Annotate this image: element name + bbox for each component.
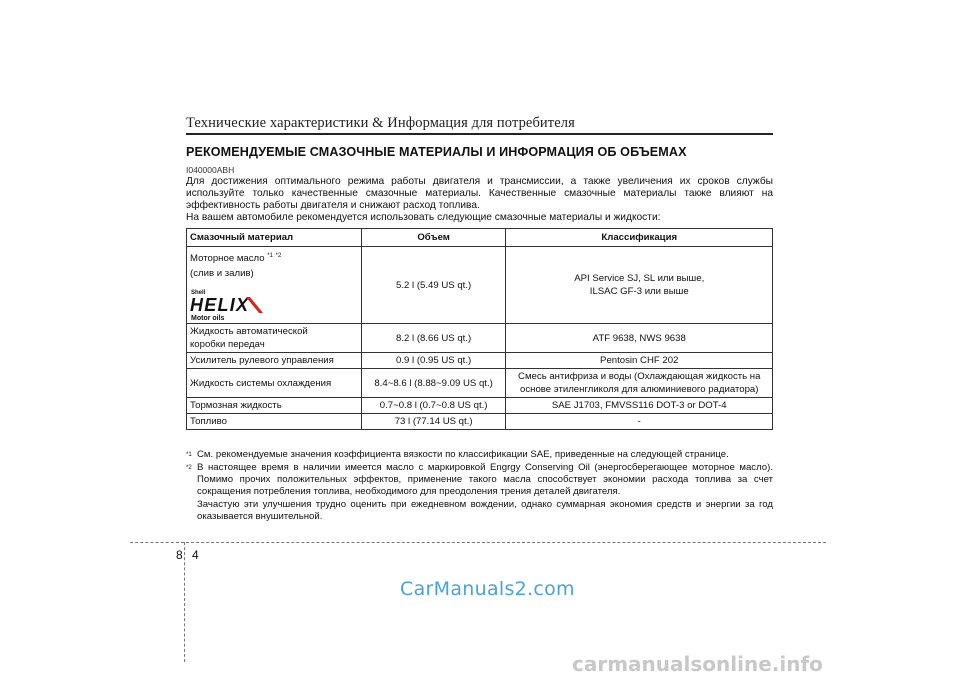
shell-helix-logo — [190, 286, 270, 322]
table-row-fuel — [187, 414, 773, 430]
atf-material-line-2: коробки передач — [190, 339, 265, 351]
power-steering-volume: 0.9 l (0.95 US qt.) — [361, 353, 506, 369]
footnote-2 — [186, 462, 773, 498]
brake-fluid-volume: 0.7~0.8 l (0.7~0.8 US qt.) — [361, 398, 506, 414]
brake-fluid-classification: SAE J1703, FMVSS116 DOT-3 or DOT-4 — [506, 398, 773, 414]
atf-material — [187, 324, 362, 353]
engine-oil-classification — [506, 247, 773, 324]
fuel-classification: - — [506, 414, 773, 430]
intro-text — [186, 176, 773, 224]
engine-oil-class-line-2: ILSAC GF-3 или выше — [589, 286, 689, 298]
atf-classification: ATF 9638, NWS 9638 — [506, 324, 773, 353]
atf-material-line-1: Жидкость автоматической — [190, 326, 308, 338]
table-row-coolant — [187, 369, 773, 398]
coolant-class-line-1: Смесь антифриза и воды (Охлаждающая жидкость на — [518, 371, 761, 383]
helix-x-accent-icon — [246, 297, 263, 313]
header-rule — [186, 133, 773, 135]
table-row-brake-fluid — [187, 398, 773, 414]
footnote-ref-1: *1 — [267, 253, 273, 259]
coolant-volume: 8.4~8.6 l (8.88~9.09 US qt.) — [361, 369, 506, 398]
shell-logo-brand: Shell — [191, 290, 206, 297]
lubricants-table — [186, 228, 773, 430]
power-steering-material: Усилитель рулевого управления — [187, 353, 362, 369]
table-row-atf — [187, 324, 773, 353]
brake-fluid-material: Тормозная жидкость — [187, 398, 362, 414]
watermark-carmanualsonline: carmanualsonline.info — [572, 652, 823, 676]
page-divider — [186, 542, 826, 543]
engine-oil-class-line-1: API Service SJ, SL или выше, — [574, 273, 705, 285]
coolant-class-line-2: основе этиленгликоля для алюминиевого радиатора) — [520, 384, 759, 396]
footnote-1 — [186, 449, 773, 461]
coolant-material: Жидкость системы охлаждения — [187, 369, 362, 398]
engine-oil-volume: 5.2 l (5.49 US qt.) — [361, 247, 506, 324]
footnote-1-mark: *1 — [186, 452, 192, 458]
atf-volume: 8.2 l (8.66 US qt.) — [361, 324, 506, 353]
page-header-title: Технические характеристики & Информация для потребителя — [186, 115, 575, 131]
page-divider-left — [130, 542, 184, 543]
footnote-2-text: В настоящее время в наличии имеется масло с маркировкой Engrgy Conserving Oil (энергосберегающее моторное масло). Помимо прочих положительных эффектов, применение такого масла способствует экономии расхода топлива за счет сокращения потребления топлива, необходимого для преодоления трения деталей двигателя. — [197, 462, 773, 497]
engine-oil-sub: (слив и залив) — [190, 268, 254, 280]
power-steering-classification: Pentosin CHF 202 — [506, 353, 773, 369]
page-number: 8 4 — [176, 548, 202, 562]
engine-oil-label: Моторное масло — [190, 253, 265, 265]
intro-paragraph-1: Для достижения оптимального режима работы двигателя и трансмиссии, а также увеличения их сроков службы используйте только качественные смазочные материалы. Качественные смазочные материалы также влияют на эффективность работы двигателя и снижают расход топлива. — [186, 176, 773, 211]
footnote-1-text: См. рекомендуемые значения коэффициента вязкости по классификации SAE, приведенные на следующей странице. — [197, 449, 729, 460]
table-row-power-steering — [187, 353, 773, 369]
coolant-classification — [506, 369, 773, 398]
column-header-volume: Объем — [361, 229, 506, 247]
column-header-material: Смазочный материал — [187, 229, 362, 247]
engine-oil-cell — [187, 247, 362, 324]
helix-logo-subtitle: Motor oils — [191, 315, 225, 323]
fuel-volume: 73 l (77.14 US qt.) — [361, 414, 506, 430]
footnote-ref-2: *2 — [275, 253, 282, 259]
footnote-2-mark: *2 — [186, 465, 192, 471]
section-title: РЕКОМЕНДУЕМЫЕ СМАЗОЧНЫЕ МАТЕРИАЛЫ И ИНФОРМАЦИЯ ОБ ОБЪЕМАХ — [186, 145, 687, 159]
table-row-engine-oil — [187, 247, 773, 324]
table-header-row — [187, 229, 773, 247]
fuel-material: Топливо — [187, 414, 362, 430]
helix-logo-wordmark: HELIX — [190, 295, 248, 316]
watermark-carmanuals2: CarManuals2.com — [400, 578, 575, 600]
footnotes — [186, 449, 773, 523]
document-code: I040000ABH — [186, 165, 235, 175]
footnote-2-extra: Зачастую эти улучшения трудно оценить при ежедневном вождении, однако суммарная экономия средств и энергии за год оказывается внушительной. — [197, 499, 773, 522]
column-header-classification: Классификация — [506, 229, 773, 247]
intro-paragraph-2: На вашем автомобиле рекомендуется использовать следующие смазочные материалы и жидкости: — [186, 212, 661, 223]
